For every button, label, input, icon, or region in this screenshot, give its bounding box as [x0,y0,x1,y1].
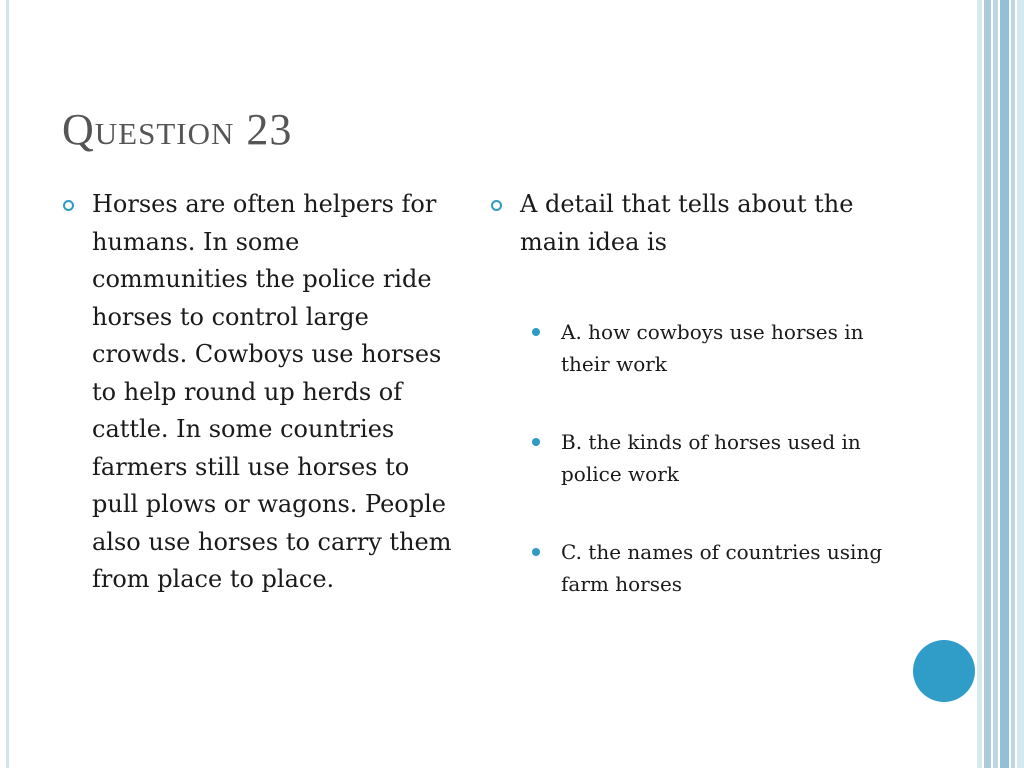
answer-option-b [530,426,890,490]
slide-title: Question 23 [62,105,293,154]
ring-bullet-icon [63,200,74,211]
right-border-stripe-3 [993,0,998,768]
right-border-stripe-4 [1000,0,1009,768]
answer-option-text: B. the kinds of horses used in police work [561,430,861,486]
left-border-stripe [6,0,9,768]
question-column [490,186,910,596]
right-border-stripe-6 [1017,0,1024,768]
dot-bullet-icon [532,438,540,446]
question-text: A detail that tells about the main idea is [520,190,854,256]
answer-option-a [530,316,890,380]
dot-bullet-icon [532,328,540,336]
right-border-stripe-5 [1011,0,1015,768]
dot-bullet-icon [532,548,540,556]
passage-column [62,186,462,599]
passage-bullet [62,186,462,599]
answer-options [530,316,890,646]
answer-option-text: C. the names of countries using farm horses [561,540,883,596]
right-border-stripe-1 [977,0,982,768]
ring-bullet-icon [491,200,502,211]
question-bullet [490,186,910,261]
circle-decoration [913,640,975,702]
answer-option-text: A. how cowboys use horses in their work [561,320,864,376]
passage-text: Horses are often helpers for humans. In some communities the police ride horses to control large crowds. Cowboys use horses to help round up herds of cattle. In some countries farmers still use horses to pull plows or wagons. People also use horses to carry them from place to place. [92,190,452,593]
answer-option-c [530,536,890,600]
right-border-stripe-2 [984,0,991,768]
